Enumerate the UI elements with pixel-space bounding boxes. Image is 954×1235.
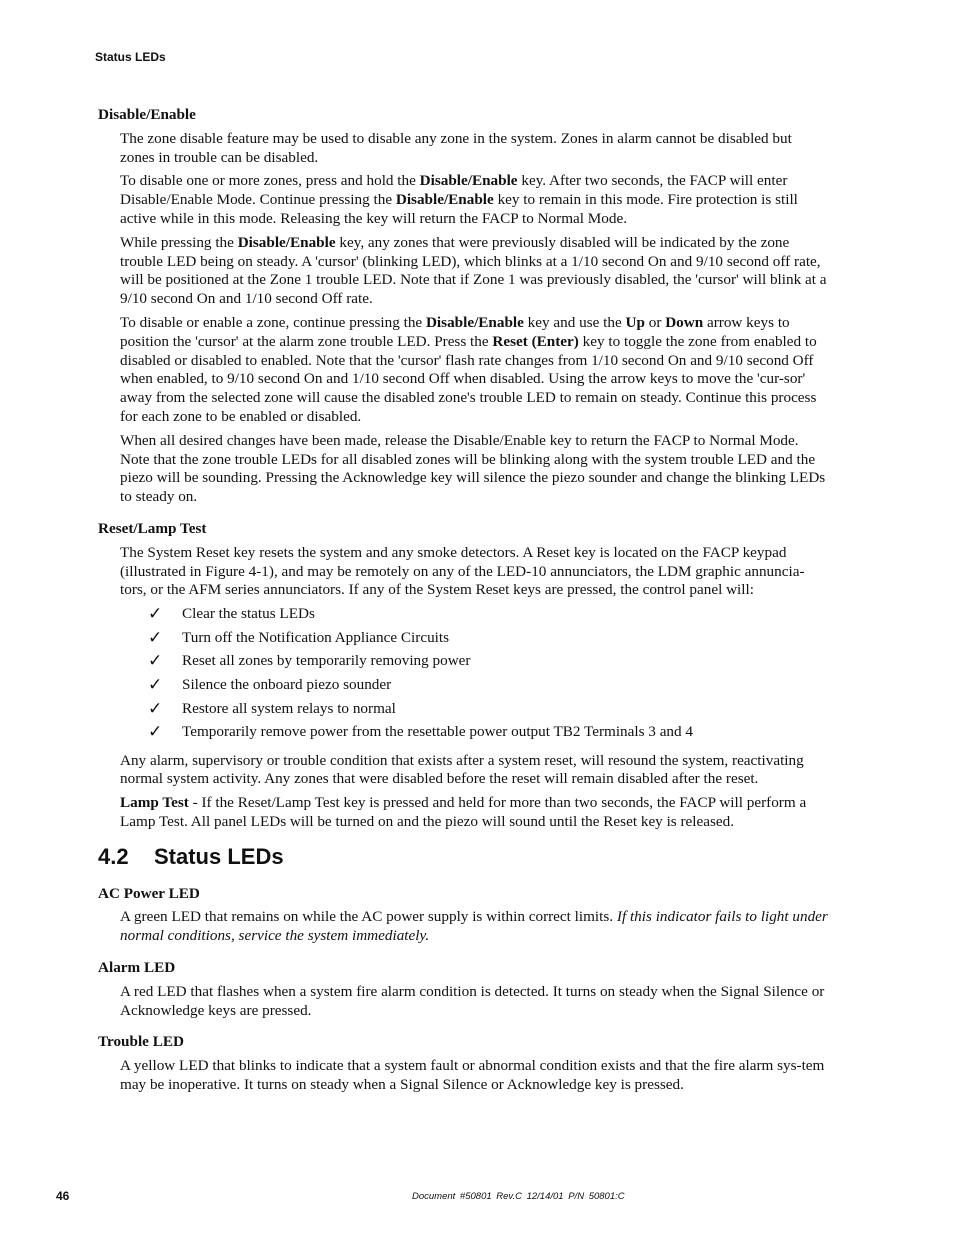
alarm-led-heading: Alarm LED <box>98 959 176 977</box>
disable-enable-heading: Disable/Enable <box>98 106 196 123</box>
checklist-item: ✓ Temporarily remove power from the resettable power output TB2 Terminals 3 and 4 <box>148 722 694 743</box>
checkmark-icon: ✓ <box>148 722 163 743</box>
trouble-led-heading: Trouble LED <box>98 1033 184 1051</box>
reset-lamp-test-heading: Reset/Lamp Test <box>98 519 207 537</box>
checklist-item: ✓ Silence the onboard piezo sounder <box>148 674 392 695</box>
ac-power-led-heading: AC Power LED <box>98 884 200 902</box>
running-header: Status LEDs <box>95 50 166 64</box>
disable-enable-para-5: When all desired changes have been made, release the Disable/Enable key to return the FACP to Normal Mode. Note that the zone trouble LEDs for all disabled zones will be blinking along with the system trouble LED and the piezo will be sounding. Pressing the Acknowledge key will silence the piezo sounder and change the blinking LEDs to steady on. <box>120 431 826 506</box>
checklist-item: ✓ Turn off the Notification Appliance Circuits <box>148 627 450 648</box>
reset-checklist <box>148 605 830 747</box>
reset-para-1: The System Reset key resets the system and any smoke detectors. A Reset key is located on the FACP keypad (illustrated in Figure 4-1), and may be remotely on any of the LED-10 annunciators, the LDM graphic annuncia-tors, or the AFM series annunciators. If any of the System Reset keys are pressed, the control panel will: <box>120 543 805 599</box>
disable-enable-para-2: To disable one or more zones, press and hold the Disable/Enable key. After two seconds, the FACP will enter Disable/Enable Mode. Continue pressing the Disable/Enable key to remain in this mode. Fire protection is still active while in this mode. Releasing the key will return the FACP to Normal Mode. <box>120 172 798 227</box>
checkmark-icon: ✓ <box>148 651 163 672</box>
checklist-item: ✓ Reset all zones by temporarily removing power <box>148 651 471 672</box>
section-title <box>98 843 830 869</box>
checkmark-icon: ✓ <box>148 674 163 695</box>
disable-enable-para-4: To disable or enable a zone, continue pressing the Disable/Enable key and use the Up or Down arrow keys to position the 'cursor' at the alarm zone trouble LED. Press the Reset (Enter) key to toggle the zone from enabled to disabled or disabled to enabled. Note that the 'cursor' flash rate changes from 1/10 second On and 9/10 second Off when enabled, to 9/10 second On and 1/10 second Off when disabled. Using the arrow keys to move the 'cur-sor' away from the selected zone will cause the disabled zone's trouble LED to remain on steady. Continue this process for each zone to be enabled or disabled. <box>120 313 817 425</box>
checkmark-icon: ✓ <box>148 698 163 719</box>
document-id: Document #50801 Rev.C 12/14/01 P/N 50801:C <box>412 1191 625 1202</box>
section-title-text: Status LEDs <box>154 843 284 869</box>
disable-enable-para-1: The zone disable feature may be used to disable any zone in the system. Zones in alarm cannot be disabled but zones in trouble can be disabled. <box>120 129 792 166</box>
section-number: 4.2 <box>98 843 129 869</box>
disable-enable-para-3: While pressing the Disable/Enable key, any zones that were previously disabled will be indicated by the zone trouble LED being on steady. A 'cursor' (blinking LED), which blinks at a 1/10 second On and 9/10 second off rate, will be positioned at the Zone 1 trouble LED. Note that if Zone 1 was previously disabled, the 'cursor' will blink at a 9/10 second On and 1/10 second Off rate. <box>120 233 827 308</box>
checklist-item: ✓ Clear the status LEDs <box>148 604 315 625</box>
page-number: 46 <box>56 1189 70 1203</box>
checkmark-icon: ✓ <box>148 604 163 625</box>
checklist-item: ✓ Restore all system relays to normal <box>148 698 396 719</box>
checkmark-icon: ✓ <box>148 627 163 648</box>
reset-para-2: Any alarm, supervisory or trouble condition that exists after a system reset, will resound the system, reactivating normal system activity. Any zones that were disabled before the reset will remain disabled after the reset. <box>120 751 804 788</box>
alarm-led-para: A red LED that flashes when a system fire alarm condition is detected. It turns on steady when the Signal Silence or Acknowledge keys are pressed. <box>120 982 825 1019</box>
trouble-led-para: A yellow LED that blinks to indicate that a system fault or abnormal condition exists and that the fire alarm sys-tem may be inoperative. It turns on steady when a Signal Silence or Acknowledge key is pressed. <box>120 1057 825 1094</box>
page-body <box>98 106 830 1100</box>
ac-power-led-para: A green LED that remains on while the AC power supply is within correct limits. If this indicator fails to light under normal conditions, service the system immediately. <box>120 908 828 945</box>
lamp-test-para: Lamp Test - If the Reset/Lamp Test key is pressed and held for more than two seconds, the FACP will perform a Lamp Test. All panel LEDs will be turned on and the piezo will sound until the Reset key is released. <box>120 794 807 831</box>
